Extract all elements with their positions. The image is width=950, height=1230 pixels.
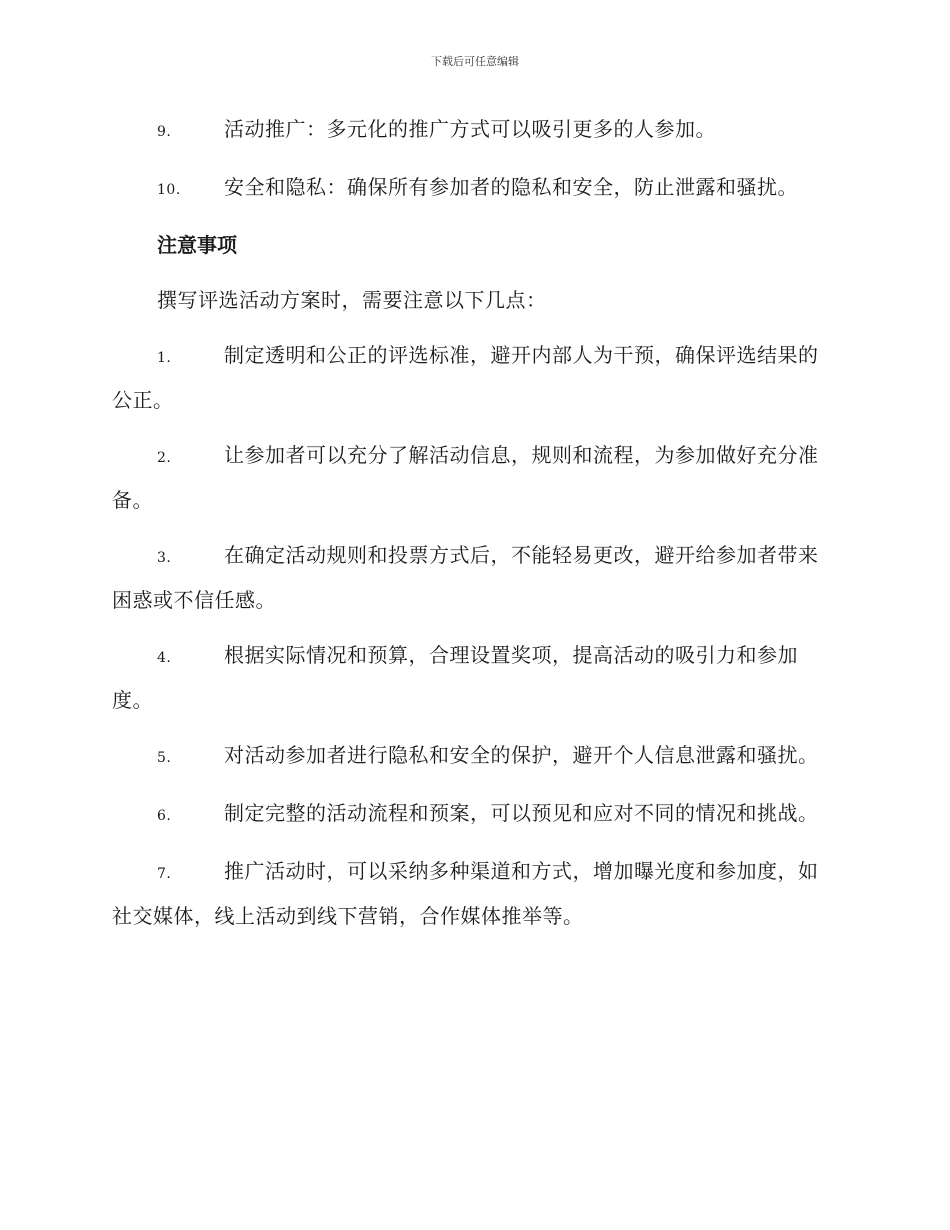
list-item-number: 7. xyxy=(157,866,172,882)
list-item-text: 让参加者可以充分了解活动信息，规则和流程，为参加做好充分准备。 xyxy=(112,443,819,512)
list-item-text: 对活动参加者进行隐私和安全的保护，避开个人信息泄露和骚扰。 xyxy=(224,743,819,767)
list-item-number: 3. xyxy=(157,550,172,566)
list-item xyxy=(112,166,836,211)
section-intro: 撰写评选活动方案时，需要注意以下几点： xyxy=(157,288,547,312)
list-item-text: 活动推广：多元化的推广方式可以吸引更多的人参加。 xyxy=(224,117,716,141)
section-heading: 注意事项 xyxy=(157,233,237,257)
page-header: 下载后可任意编辑 xyxy=(431,55,519,68)
list-item xyxy=(112,434,836,521)
list-item-number: 4. xyxy=(157,650,172,666)
list-item xyxy=(112,792,836,837)
list-item xyxy=(112,634,836,721)
list-item-number: 5. xyxy=(157,750,172,766)
list-item xyxy=(112,850,836,937)
list-item-text: 安全和隐私：确保所有参加者的隐私和安全，防止泄露和骚扰。 xyxy=(224,175,798,199)
list-item-text: 推广活动时，可以采纳多种渠道和方式，增加曝光度和参加度，如社交媒体，线上活动到线下营销，合作媒体推举等。 xyxy=(112,859,819,928)
list-item-text: 根据实际情况和预算，合理设置奖项，提高活动的吸引力和参加度。 xyxy=(112,643,798,712)
list-item xyxy=(112,534,836,621)
document-body xyxy=(112,108,836,950)
list-item-number: 1. xyxy=(157,350,172,366)
list-item-text: 制定透明和公正的评选标准，避开内部人为干预，确保评选结果的公正。 xyxy=(112,343,819,412)
list-item-number: 2. xyxy=(157,450,172,466)
list-item xyxy=(112,334,836,421)
list-item-number: 6. xyxy=(157,808,172,824)
list-item xyxy=(112,108,836,153)
list-item-number: 10. xyxy=(157,182,181,198)
list-item xyxy=(112,734,836,779)
list-item-text: 在确定活动规则和投票方式后，不能轻易更改，避开给参加者带来困惑或不信任感。 xyxy=(112,543,819,612)
list-item-number: 9. xyxy=(157,124,172,140)
list-item-text: 制定完整的活动流程和预案，可以预见和应对不同的情况和挑战。 xyxy=(224,801,819,825)
